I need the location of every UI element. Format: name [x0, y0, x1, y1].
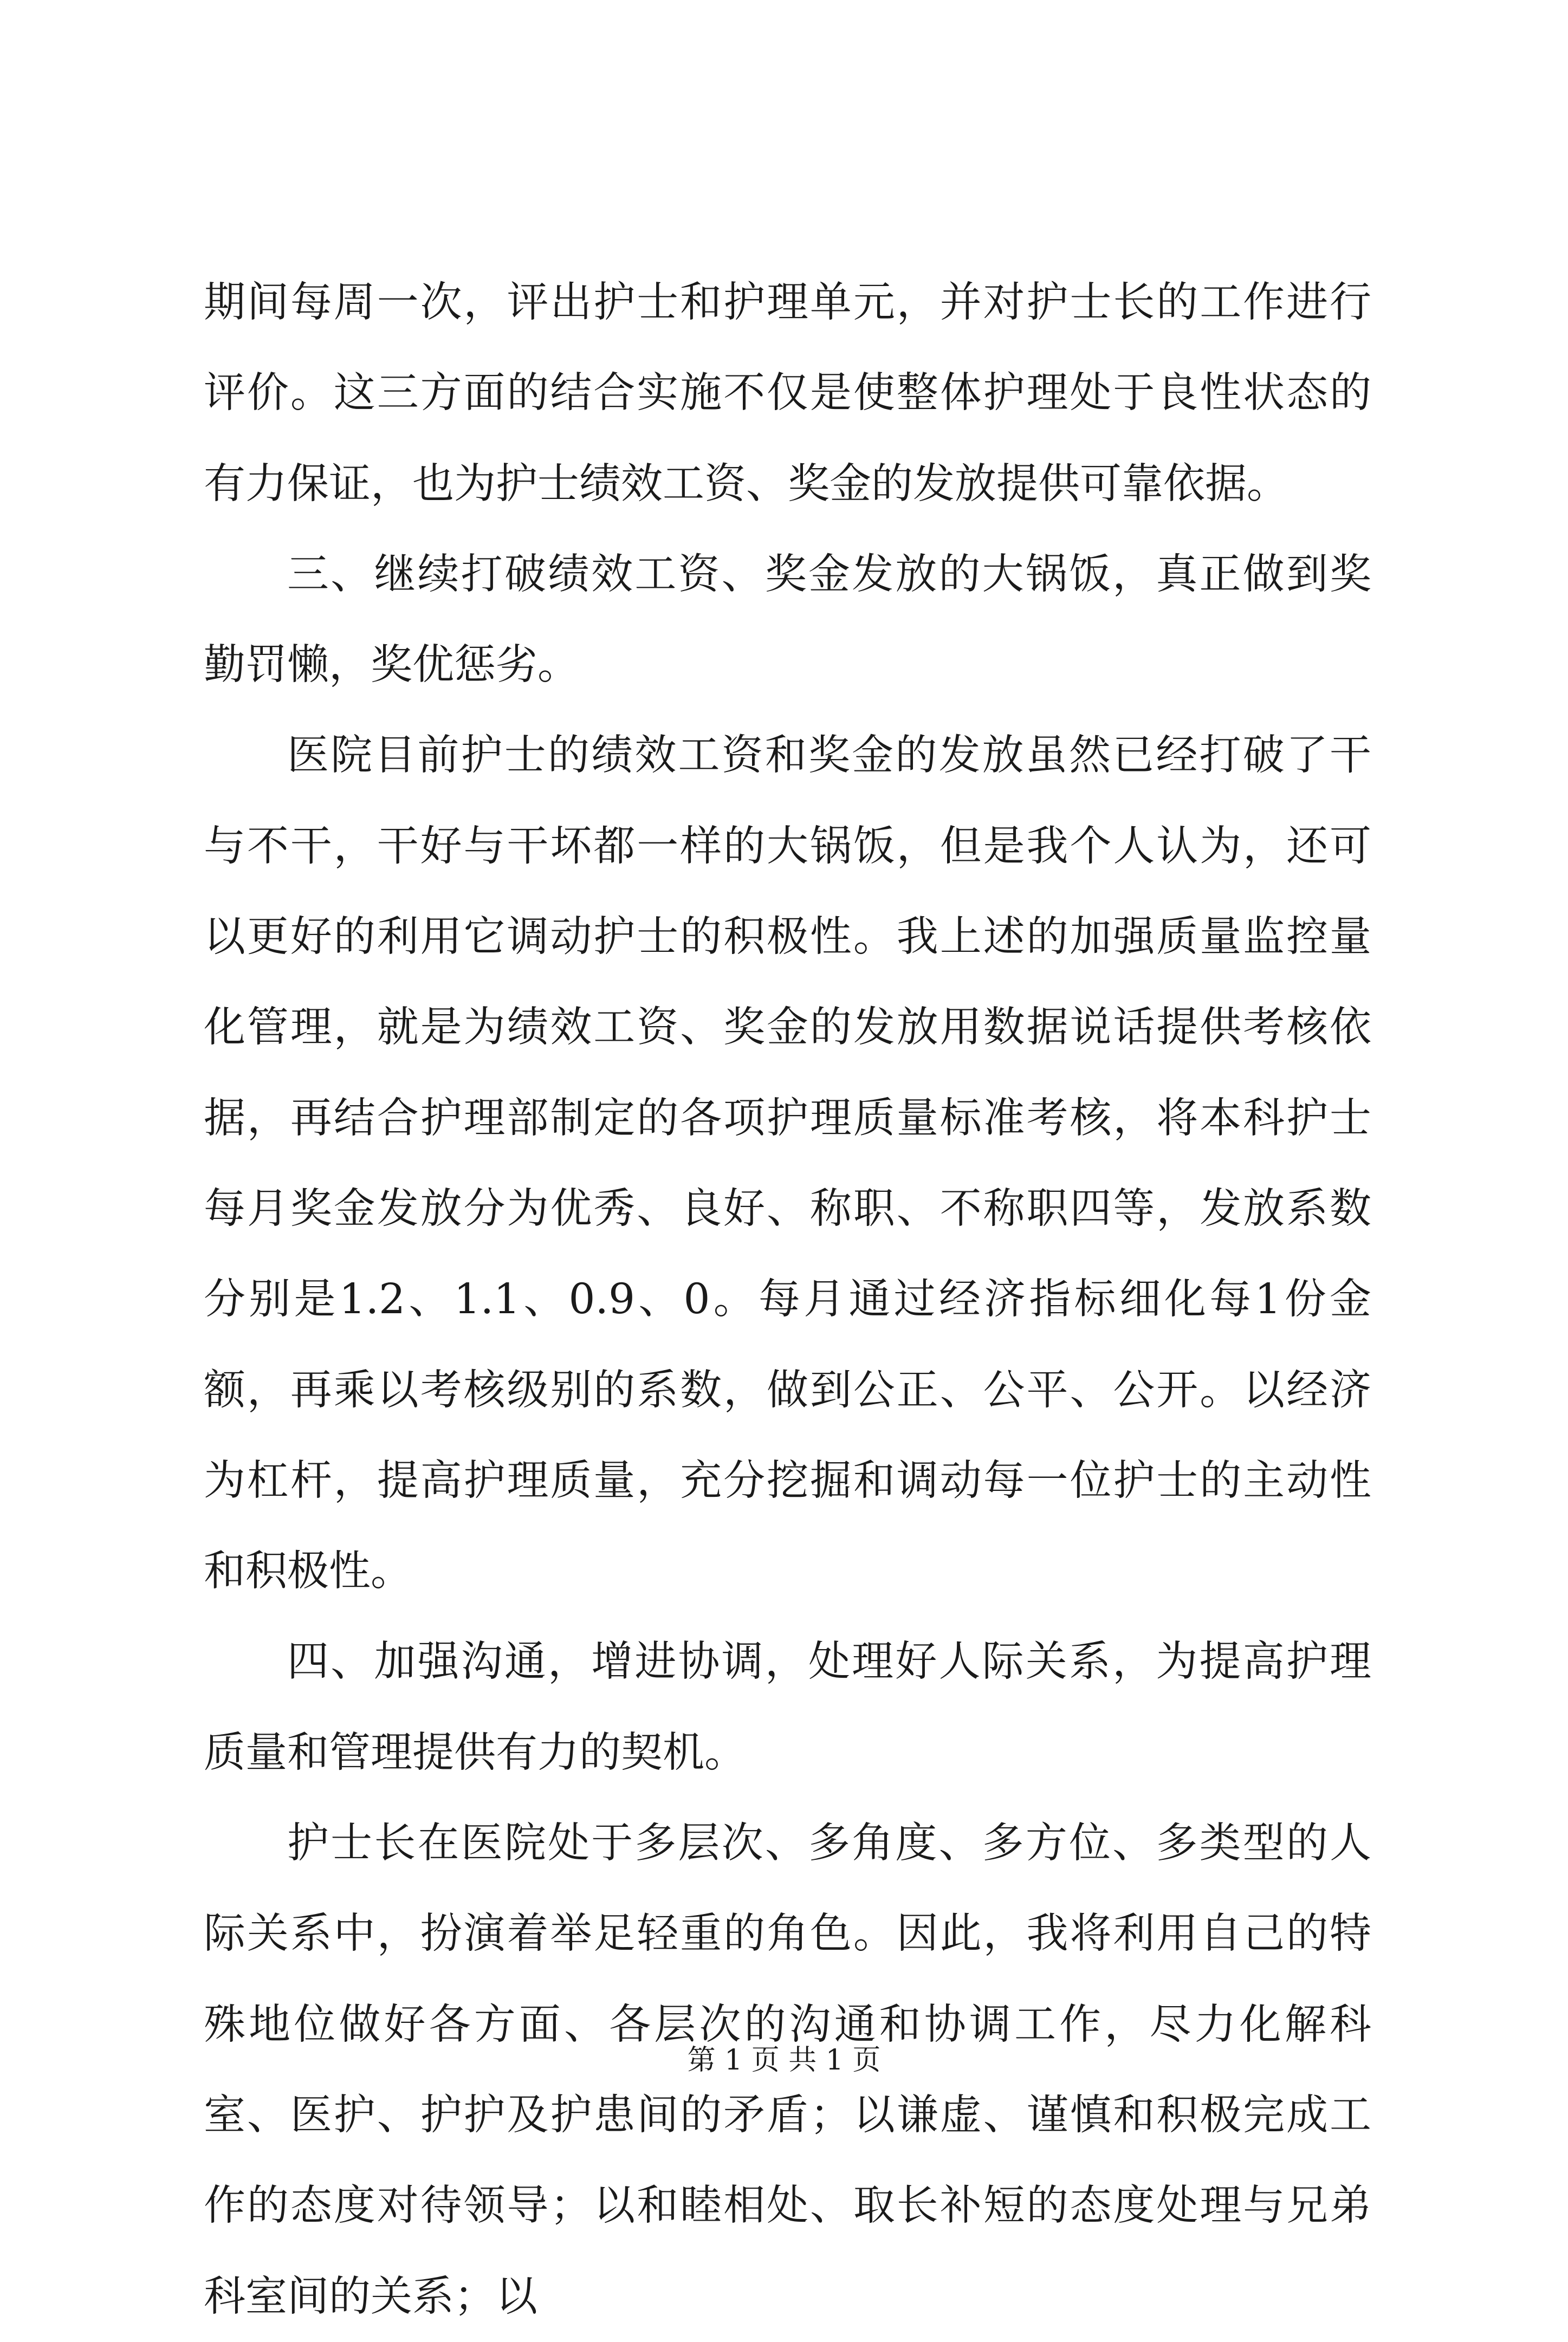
paragraph-3: 医院目前护士的绩效工资和奖金的发放虽然已经打破了干与不干，干好与干坏都一样的大锅饭，但是我个人认为，还可以更好的利用它调动护士的积极性。我上述的加强质量监控量化管理，就是为绩效工资、奖金的发放用数据说话提供考核依据，再结合护理部制定的各项护理质量标准考核，将本科护士每月奖金发放分为优秀、良好、称职、不称职四等，发放系数分别是1.2、1.1、0.9、0。每月通过经济指标细化每1份金额，再乘以考核级别的系数，做到公正、公平、公开。以经济为杠杆，提高护理质量，充分挖掘和调动每一位护士的主动性和积极性。 — [204, 731, 1371, 1596]
paragraph-1: 期间每周一次，评出护士和护理单元，并对护士长的工作进行评价。这三方面的结合实施不仅是使整体护理处于良性状态的有力保证，也为护士绩效工资、奖金的发放提供可靠依据。 — [204, 278, 1371, 508]
page-footer — [0, 2041, 1568, 2079]
paragraph-4-heading-four: 四、加强沟通，增进协调，处理好人际关系，为提高护理质量和管理提供有力的契机。 — [204, 1638, 1371, 1777]
page-number-label: 第 1 页 共 1 页 — [687, 2044, 881, 2077]
document-body — [204, 257, 1371, 2342]
paragraph-2-heading-three: 三、继续打破绩效工资、奖金发放的大锅饭，真正做到奖勤罚懒，奖优惩劣。 — [204, 550, 1371, 690]
paragraph-5: 护士长在医院处于多层次、多角度、多方位、多类型的人际关系中，扮演着举足轻重的角色。因此，我将利用自己的特殊地位做好各方面、各层次的沟通和协调工作，尽力化解科室、医护、护护及护患间的矛盾；以谦虚、谨慎和积极完成工作的态度对待领导；以和睦相处、取长补短的态度处理与兄弟科室间的关系；以 — [204, 1819, 1371, 2321]
